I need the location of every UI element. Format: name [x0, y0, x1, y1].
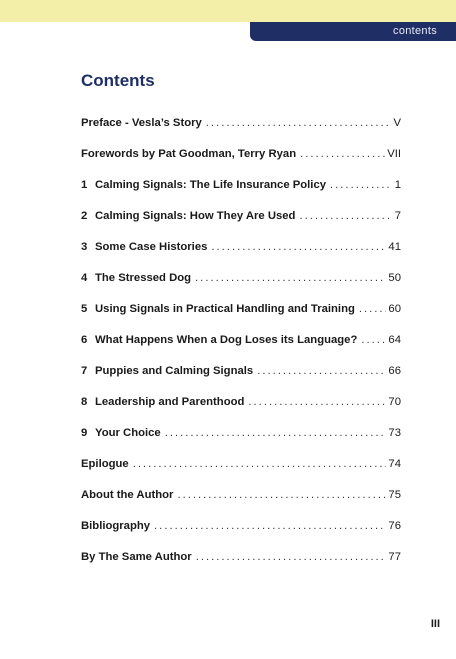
toc-entry[interactable]: [81, 551, 401, 582]
dot-leader: [165, 427, 387, 439]
dot-leader: [196, 551, 387, 563]
toc-entry[interactable]: [81, 117, 401, 148]
toc-entry[interactable]: [81, 520, 401, 551]
toc-entry-title: Your Choice: [95, 427, 161, 439]
dot-leader: [154, 520, 386, 532]
toc-entry-title: Puppies and Calming Signals: [95, 365, 254, 377]
toc-entry-page: 74: [388, 458, 401, 470]
toc-entry-number: 7: [81, 365, 88, 377]
toc-entry-page: V: [393, 117, 401, 129]
toc-entry-title: The Stressed Dog: [95, 272, 192, 284]
dot-leader: [361, 334, 386, 346]
toc-entry-title: Bibliography: [81, 520, 151, 532]
toc-entry[interactable]: [81, 365, 401, 396]
toc-entry-number: 2: [81, 210, 88, 222]
toc-entry-page: 77: [388, 551, 401, 563]
toc-entry-title: About the Author: [81, 489, 174, 501]
table-of-contents: [81, 117, 401, 582]
toc-entry-page: 73: [388, 427, 401, 439]
toc-entry-number: 5: [81, 303, 88, 315]
toc-entry-title: Epilogue: [81, 458, 129, 470]
toc-entry-page: 66: [388, 365, 401, 377]
toc-entry[interactable]: [81, 148, 401, 179]
dot-leader: [299, 210, 390, 222]
dot-leader: [195, 272, 386, 284]
toc-entry-page: 75: [388, 489, 401, 501]
dot-leader: [206, 117, 390, 129]
toc-entry[interactable]: [81, 210, 401, 241]
toc-entry[interactable]: [81, 489, 401, 520]
toc-entry-number: 8: [81, 396, 88, 408]
toc-entry[interactable]: [81, 334, 401, 365]
toc-entry-page: VII: [387, 148, 401, 160]
toc-entry-number: 6: [81, 334, 88, 346]
toc-entry[interactable]: [81, 303, 401, 334]
toc-entry-title: By The Same Author: [81, 551, 192, 563]
dot-leader: [257, 365, 386, 377]
dot-leader: [300, 148, 385, 160]
toc-entry-number: 3: [81, 241, 88, 253]
dot-leader: [211, 241, 386, 253]
toc-entry[interactable]: [81, 272, 401, 303]
section-tab: contents: [250, 22, 456, 41]
toc-entry-title: Preface - Vesla’s Story: [81, 117, 202, 129]
toc-entry-title: Calming Signals: How They Are Used: [95, 210, 296, 222]
toc-entry-page: 76: [388, 520, 401, 532]
top-color-band: [0, 0, 456, 22]
toc-entry-page: 50: [388, 272, 401, 284]
toc-entry-title: Leadership and Parenthood: [95, 396, 245, 408]
toc-entry[interactable]: [81, 396, 401, 427]
toc-entry[interactable]: [81, 241, 401, 272]
toc-entry[interactable]: [81, 179, 401, 210]
page-number: III: [430, 618, 440, 630]
toc-entry-title: What Happens When a Dog Loses its Language?: [95, 334, 358, 346]
toc-entry-page: 1: [394, 179, 401, 191]
dot-leader: [177, 489, 386, 501]
toc-entry-title: Some Case Histories: [95, 241, 208, 253]
toc-entry-page: 64: [388, 334, 401, 346]
toc-entry-number: 1: [81, 179, 88, 191]
toc-entry-page: 60: [388, 303, 401, 315]
toc-entry[interactable]: [81, 427, 401, 458]
toc-entry-page: 70: [388, 396, 401, 408]
dot-leader: [359, 303, 387, 315]
toc-entry-number: 4: [81, 272, 88, 284]
toc-entry-page: 41: [388, 241, 401, 253]
toc-entry-title: Using Signals in Practical Handling and Training: [95, 303, 355, 315]
toc-entry-page: 7: [394, 210, 401, 222]
toc-entry-title: Forewords by Pat Goodman, Terry Ryan: [81, 148, 297, 160]
dot-leader: [330, 179, 390, 191]
toc-entry-number: 9: [81, 427, 88, 439]
toc-entry-title: Calming Signals: The Life Insurance Policy: [95, 179, 327, 191]
toc-entry[interactable]: [81, 458, 401, 489]
dot-leader: [248, 396, 386, 408]
dot-leader: [133, 458, 387, 470]
page-title: Contents: [81, 71, 155, 90]
